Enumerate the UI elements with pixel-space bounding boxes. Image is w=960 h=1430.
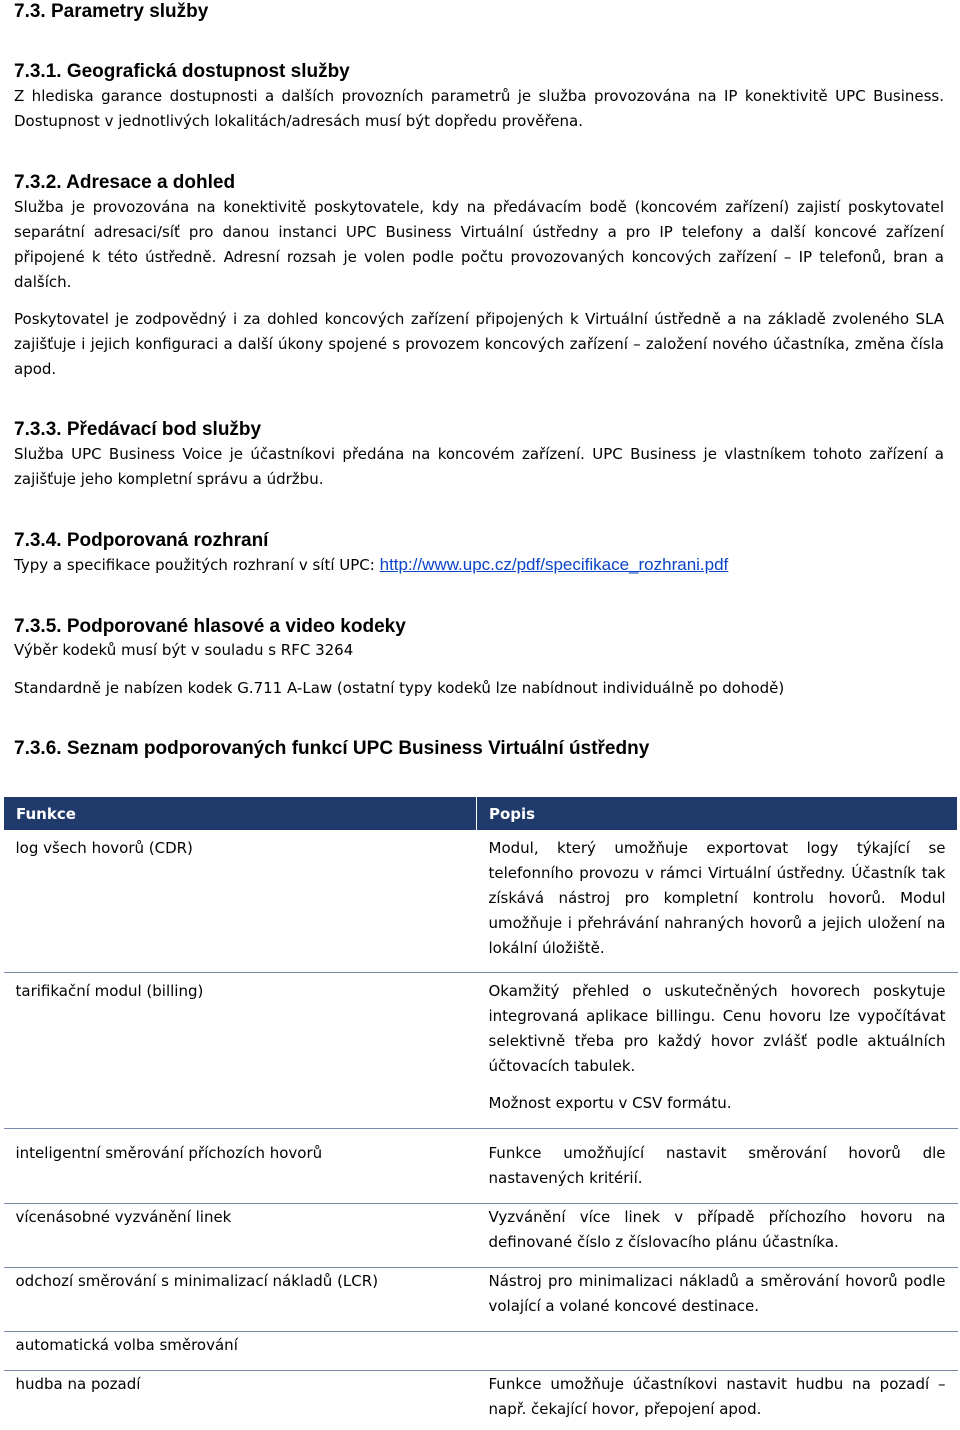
table-row: [4, 973, 958, 1129]
section-heading-7-3: 7.3. Parametry služby: [14, 0, 208, 24]
interfaces-spec-link[interactable]: http://www.upc.cz/pdf/specifikace_rozhrani.pdf: [380, 555, 729, 574]
section-heading-7-3-6: 7.3.6. Seznam podporovaných funkcí UPC Business Virtuální ústředny: [14, 737, 649, 761]
paragraph-handover-point: Služba UPC Business Voice je účastníkovi předána na koncovém zařízení. UPC Business je vlastníkem tohoto zařízení a zajišťuje jeho kompletní správu a údržbu.: [14, 442, 944, 492]
paragraph-codec-default: Standardně je nabízen kodek G.711 A-Law (ostatní typy kodeků lze nabídnout individuálně po dohodě): [14, 676, 784, 701]
paragraph-addressing: Služba je provozována na konektivitě poskytovatele, kdy na předávacím bodě (koncovém zařízení) zajistí poskytovatel separátní adresaci/síť pro danou instanci UPC Business Virtuální ústředny a pro IP telefony a další koncové zařízení připojené k této ústředně. Adresní rozsah je volen podle počtu provozovaných koncových zařízení – IP telefonů, bran a dalších.: [14, 195, 944, 295]
function-description: Funkce umožňuje účastníkovi nastavit hudbu na pozadí – např. čekající hovor, přepojení apod.: [477, 1371, 958, 1430]
paragraph-interfaces: [14, 552, 728, 578]
table-row: [4, 1204, 958, 1268]
section-heading-7-3-2: 7.3.2. Adresace a dohled: [14, 171, 235, 195]
functions-table: [3, 796, 958, 1430]
function-name: automatická volba směrování: [4, 1332, 477, 1371]
table-row: [4, 1371, 958, 1430]
table-row: [4, 831, 958, 973]
function-description: Modul, který umožňuje exportovat logy týkající se telefonního provozu v rámci Virtuální ústředny. Účastník tak získává nástroj pro kompletní kontrolu hovorů. Modul umožňuje i přehrávání nahraných hovorů a jejich uložení na lokální úložiště.: [477, 831, 958, 973]
function-description: Funkce umožňující nastavit směrování hovorů dle nastavených kritérií.: [477, 1129, 958, 1204]
section-heading-7-3-1: 7.3.1. Geografická dostupnost služby: [14, 60, 350, 84]
section-heading-7-3-5: 7.3.5. Podporované hlasové a video kodeky: [14, 615, 406, 639]
function-description: [477, 1332, 958, 1371]
function-name: vícenásobné vyzvánění linek: [4, 1204, 477, 1268]
function-name: inteligentní směrování příchozích hovorů: [4, 1129, 477, 1204]
table-row: [4, 1332, 958, 1371]
table-row: [4, 1268, 958, 1332]
function-description: Vyzvánění více linek v případě příchozího hovoru na definované číslo z číslovacího plánu účastníka.: [477, 1204, 958, 1268]
paragraph-availability: Z hlediska garance dostupnosti a dalších provozních parametrů je služba provozována na IP konektivitě UPC Business. Dostupnost v jednotlivých lokalitách/adresách musí být dopředu prověřena.: [14, 84, 944, 134]
paragraph-codec-rfc: Výběr kodeků musí být v souladu s RFC 3264: [14, 638, 353, 663]
description-paragraph: Okamžitý přehled o uskutečněných hovorech poskytuje integrovaná aplikace billingu. Cenu hovoru lze vypočítávat selektivně třeba pro každý hovor zvlášť podle aktuálních účtovacích tabulek.: [489, 979, 946, 1079]
function-name: odchozí směrování s minimalizací nákladů (LCR): [4, 1268, 477, 1332]
function-name: log všech hovorů (CDR): [4, 831, 477, 973]
section-heading-7-3-4: 7.3.4. Podporovaná rozhraní: [14, 529, 268, 553]
table-row: [4, 1129, 958, 1204]
function-name: tarifikační modul (billing): [4, 973, 477, 1129]
function-name: hudba na pozadí: [4, 1371, 477, 1430]
header-popis: Popis: [477, 797, 958, 831]
function-description: [477, 973, 958, 1129]
paragraph-monitoring: Poskytovatel je zodpovědný i za dohled koncových zařízení připojených k Virtuální ústředně a na základě zvoleného SLA zajišťuje i jejich konfiguraci a další úkony spojené s provozem koncových zařízení – založení nového účastníka, změna čísla apod.: [14, 307, 944, 382]
section-heading-7-3-3: 7.3.3. Předávací bod služby: [14, 418, 261, 442]
header-funkce: Funkce: [4, 797, 477, 831]
description-paragraph-export: Možnost exportu v CSV formátu.: [489, 1091, 946, 1116]
interfaces-text: Typy a specifikace použitých rozhraní v sítí UPC:: [14, 556, 380, 574]
table-header-row: [4, 797, 958, 831]
function-description: Nástroj pro minimalizaci nákladů a směrování hovorů podle volající a volané koncové destinace.: [477, 1268, 958, 1332]
